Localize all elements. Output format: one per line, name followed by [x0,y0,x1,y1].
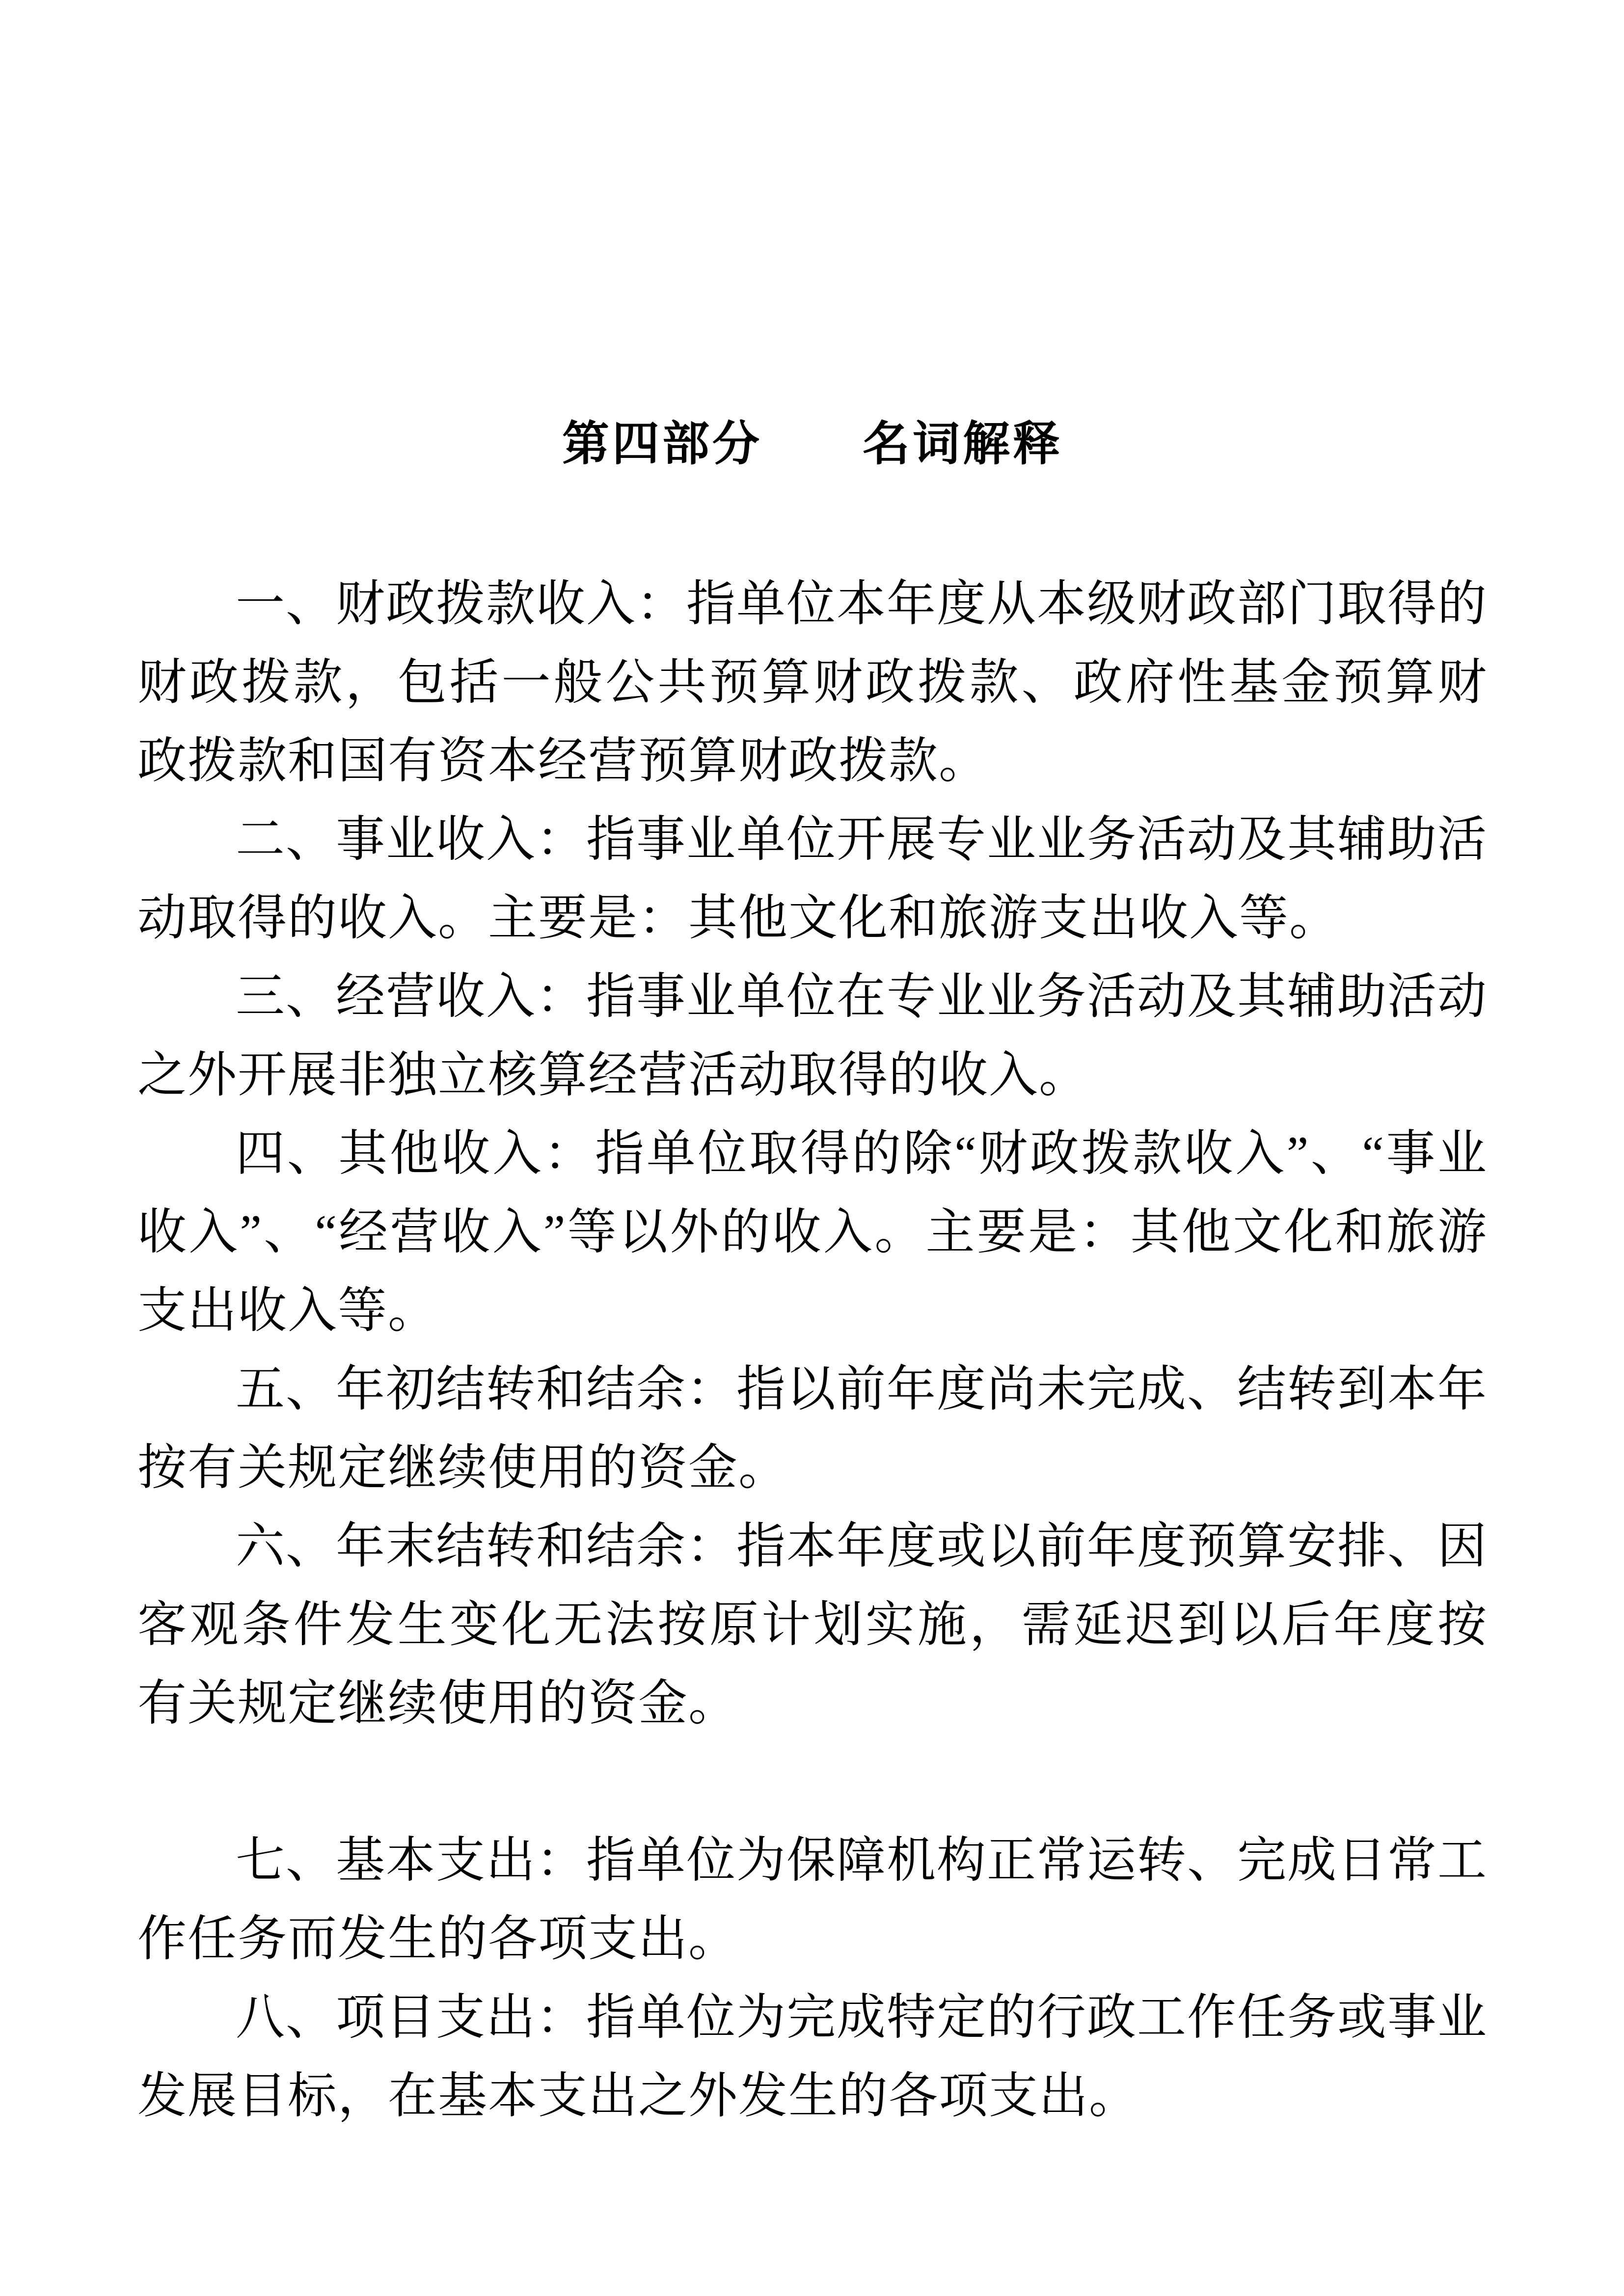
glossary-paragraph-7: 七、基本支出：指单位为保障机构正常运转、完成日常工作任务而发生的各项支出。 [137,1833,1488,1966]
document-body [137,565,1488,2136]
glossary-paragraph-6: 六、年末结转和结余：指本年度或以前年度预算安排、因客观条件发生变化无法按原计划实施，需延迟到以后年度按有关规定继续使用的资金。 [137,1519,1488,1731]
glossary-paragraph-3: 三、经营收入：指事业单位在专业业务活动及其辅助活动之外开展非独立核算经营活动取得的收入。 [137,969,1488,1102]
glossary-paragraph-8: 八、项目支出：指单位为完成特定的行政工作任务或事业发展目标，在基本支出之外发生的各项支出。 [137,1990,1488,2123]
glossary-paragraph-2: 二、事业收入：指事业单位开展专业业务活动及其辅助活动取得的收入。主要是：其他文化和旅游支出收入等。 [137,812,1488,945]
glossary-paragraph-4: 四、其他收入：指单位取得的除“财政拨款收入”、“事业收入”、“经营收入”等以外的收入。主要是：其他文化和旅游支出收入等。 [137,1126,1488,1338]
section-title: 第四部分 名词解释 [562,418,1063,470]
glossary-paragraph-5: 五、年初结转和结余：指以前年度尚未完成、结转到本年按有关规定继续使用的资金。 [137,1362,1488,1495]
glossary-paragraph-1: 一、财政拨款收入：指单位本年度从本级财政部门取得的财政拨款，包括一般公共预算财政拨款、政府性基金预算财政拨款和国有资本经营预算财政拨款。 [137,576,1488,788]
